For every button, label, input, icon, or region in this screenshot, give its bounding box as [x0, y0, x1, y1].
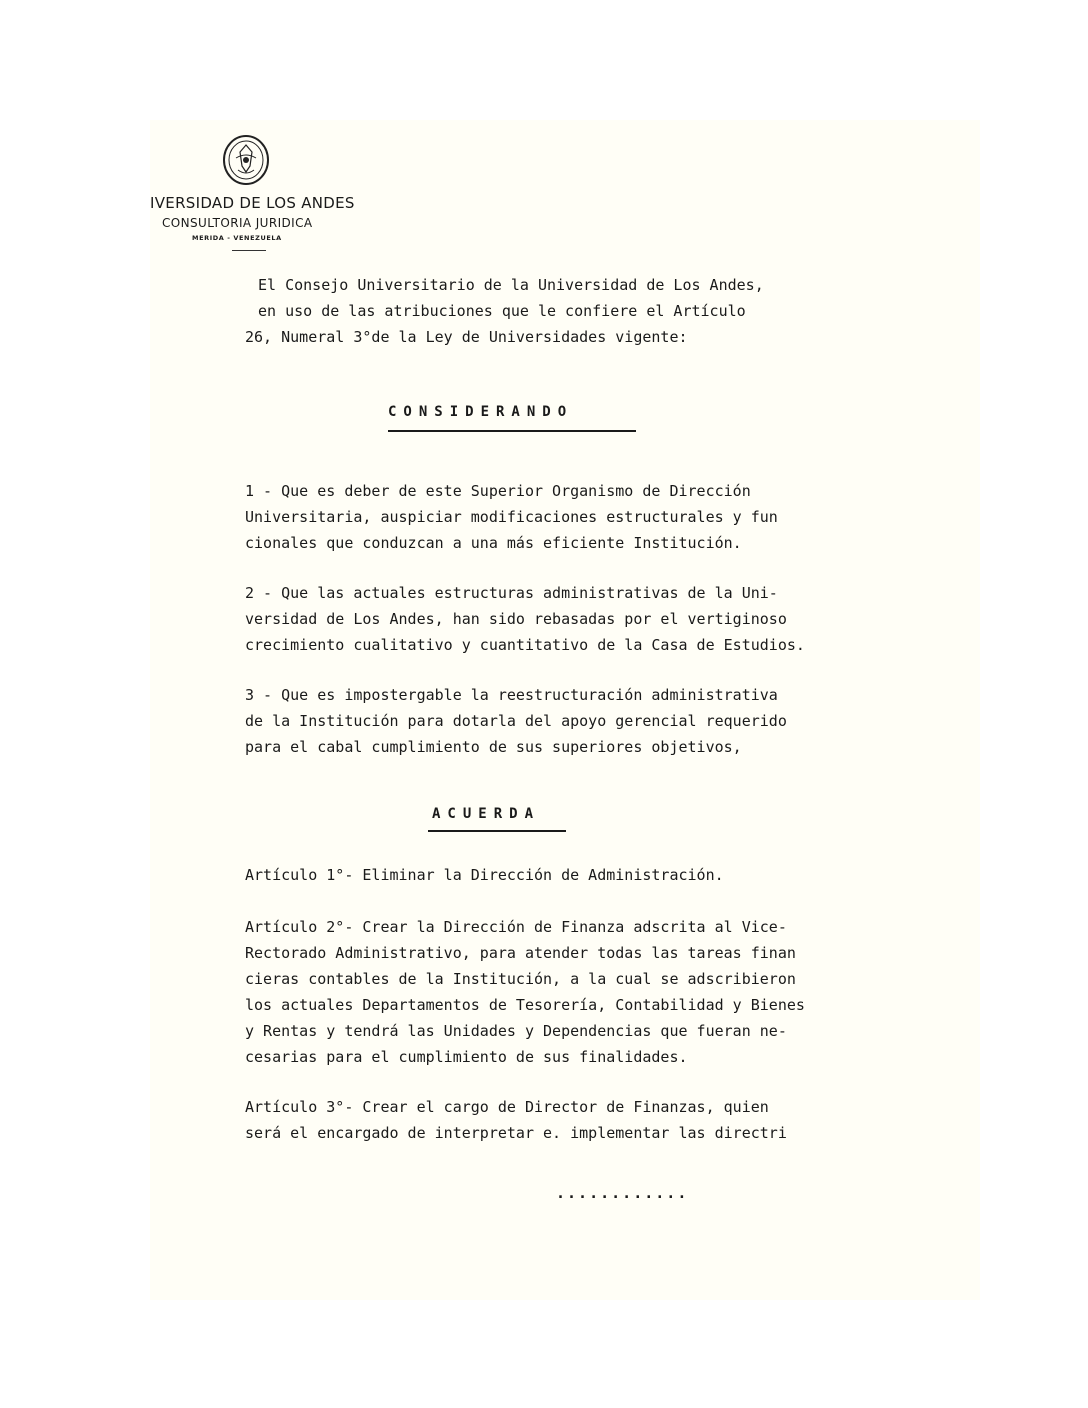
office-location: MERIDA - VENEZUELA	[192, 234, 282, 242]
considerando-item-2-line: crecimiento cualitativo y cuantitativo de la Casa de Estudios.	[245, 636, 805, 654]
considerando-heading: CONSIDERANDO	[388, 404, 574, 420]
article-3-line: será el encargado de interpretar e. implementar las directri	[245, 1124, 787, 1142]
considerando-item-1-line: 1 - Que es deber de este Superior Organismo de Dirección	[245, 482, 751, 500]
considerando-item-3-line: de la Institución para dotarla del apoyo gerencial requerido	[245, 712, 787, 730]
article-2-line: Artículo 2°- Crear la Dirección de Finanza adscrita al Vice-	[245, 918, 787, 936]
article-2-line: cieras contables de la Institución, a la cual se adscribieron	[245, 970, 796, 988]
university-seal-icon	[220, 132, 272, 188]
preamble-line: en uso de las atribuciones que le confiere el Artículo	[258, 302, 746, 320]
continuation-marker: ............	[556, 1184, 689, 1202]
preamble-line: 26, Numeral 3°de la Ley de Universidades vigente:	[245, 328, 688, 346]
article-2-line: y Rentas y tendrá las Unidades y Dependencias que fueran ne-	[245, 1022, 787, 1040]
article-3-line: Artículo 3°- Crear el cargo de Director de Finanzas, quien	[245, 1098, 769, 1116]
considerando-item-1-line: cionales que conduzcan a una más eficiente Institución.	[245, 534, 742, 552]
considerando-item-2-line: versidad de Los Andes, han sido rebasadas por el vertiginoso	[245, 610, 787, 628]
document-page	[150, 120, 980, 1300]
office-name: CONSULTORIA JURIDICA	[162, 216, 313, 230]
article-2-line: Rectorado Administrativo, para atender todas las tareas finan	[245, 944, 796, 962]
considerando-item-2-line: 2 - Que las actuales estructuras administrativas de la Uni-	[245, 584, 778, 602]
acuerda-underline	[428, 830, 566, 832]
location-underline	[232, 250, 266, 251]
university-name: IVERSIDAD DE LOS ANDES	[150, 194, 355, 212]
letterhead	[140, 132, 380, 252]
considerando-item-3-line: para el cabal cumplimiento de sus superiores objetivos,	[245, 738, 742, 756]
considerando-underline	[388, 430, 636, 432]
preamble-line: El Consejo Universitario de la Universidad de Los Andes,	[258, 276, 764, 294]
article-2-line: los actuales Departamentos de Tesorería, Contabilidad y Bienes	[245, 996, 805, 1014]
considerando-item-3-line: 3 - Que es impostergable la reestructuración administrativa	[245, 686, 778, 704]
article-1-line: Artículo 1°- Eliminar la Dirección de Administración.	[245, 866, 724, 884]
article-2-line: cesarias para el cumplimiento de sus finalidades.	[245, 1048, 688, 1066]
acuerda-heading: ACUERDA	[432, 806, 541, 822]
considerando-item-1-line: Universitaria, auspiciar modificaciones estructurales y fun	[245, 508, 778, 526]
